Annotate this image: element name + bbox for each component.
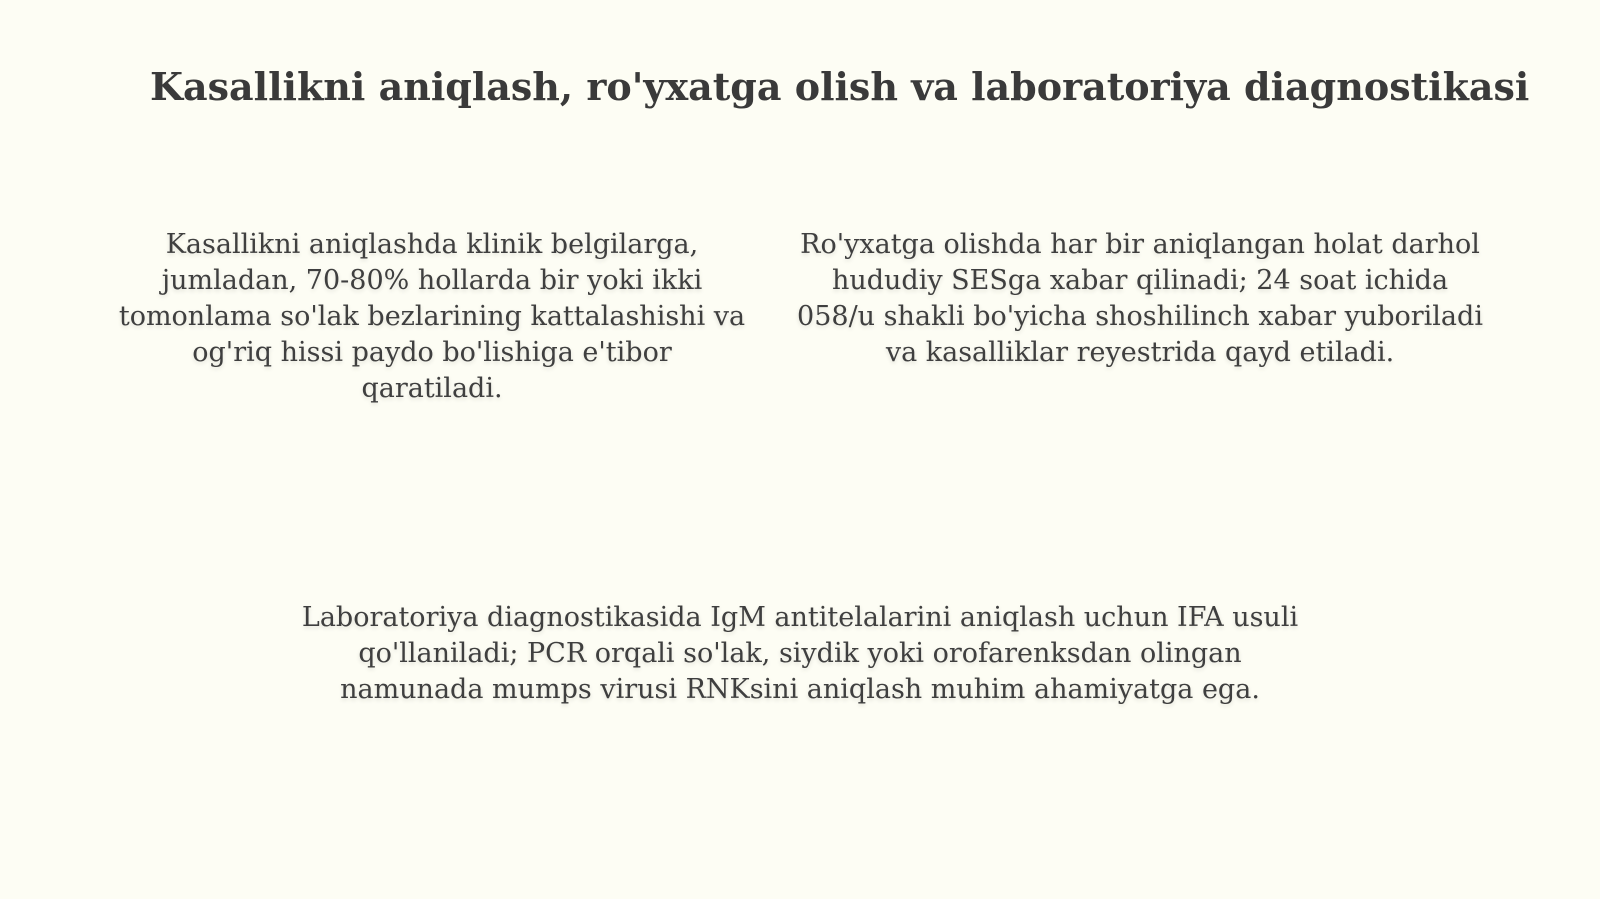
lab-diagnostics-paragraph: Laboratoriya diagnostikasida IgM antitelalarini aniqlash uchun IFA usuli qo'llaniladi; PCR orqali so'lak, siydik yoki orofarenksdan olingan namunada mumps virusi RNKsini aniqlash muhim ahamiyatga ega. (301, 602, 1299, 705)
detection-paragraph: Kasallikni aniqlashda klinik belgilarga, jumladan, 70-80% hollarda bir yoki ikki tomonlama so'lak bezlarining kattalashishi va og'riq hissi paydo bo'lishiga e'tibor qaratiladi. (118, 229, 746, 404)
registration-paragraph: Ro'yxatga olishda har bir aniqlangan holat darhol hududiy SESga xabar qilinadi; 24 soat ichida 058/u shakli bo'yicha shoshilinch xabar yuboriladi va kasalliklar reyestrida qayd etiladi. (797, 229, 1483, 368)
slide-title: Kasallikni aniqlash, ro'yxatga olish va laboratoriya diagnostikasi (150, 64, 1530, 109)
